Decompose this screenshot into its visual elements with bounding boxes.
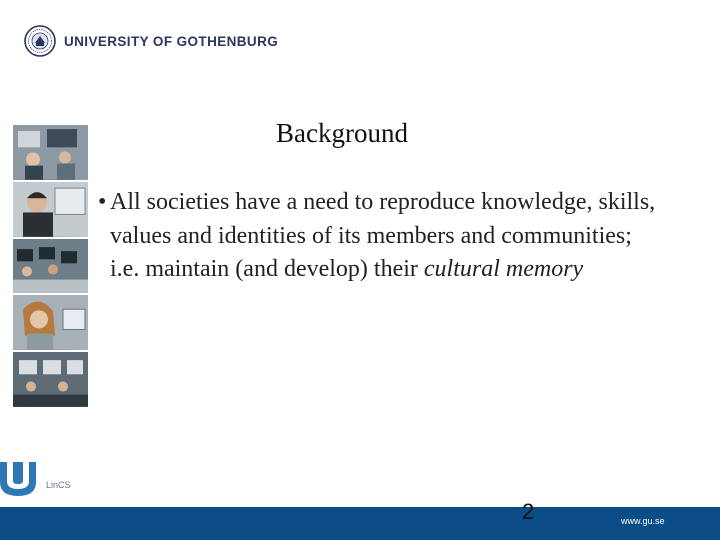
- header: [24, 24, 278, 58]
- lincs-logo-icon: [0, 458, 80, 498]
- computer-lab-photo: [13, 239, 88, 294]
- bullet-point: [98, 186, 658, 287]
- woman-at-computer-photo: [13, 295, 88, 350]
- bullet-emphasis: cultural memory: [423, 256, 584, 282]
- lincs-label: LinCS: [46, 480, 71, 490]
- bullet-body: All societies have a need to reproduce knowledge, skills, values and identities of its members and communities; i.e. maintain (and develop) their: [110, 189, 656, 282]
- slide-title: Background: [276, 118, 408, 148]
- website-link[interactable]: www.gu.se: [621, 516, 665, 526]
- bullet-text: [110, 186, 658, 287]
- bullet-marker: •: [98, 189, 107, 215]
- university-name: UNIVERSITY OF GOTHENBURG: [64, 33, 279, 49]
- classroom-photo: [13, 125, 88, 180]
- page-number: 2: [522, 499, 535, 524]
- university-seal-icon: [24, 25, 56, 57]
- person-at-computer-photo: [13, 182, 88, 237]
- computer-room-photo: [13, 352, 88, 407]
- footer-bar: [0, 507, 720, 540]
- photo-strip: [13, 125, 88, 407]
